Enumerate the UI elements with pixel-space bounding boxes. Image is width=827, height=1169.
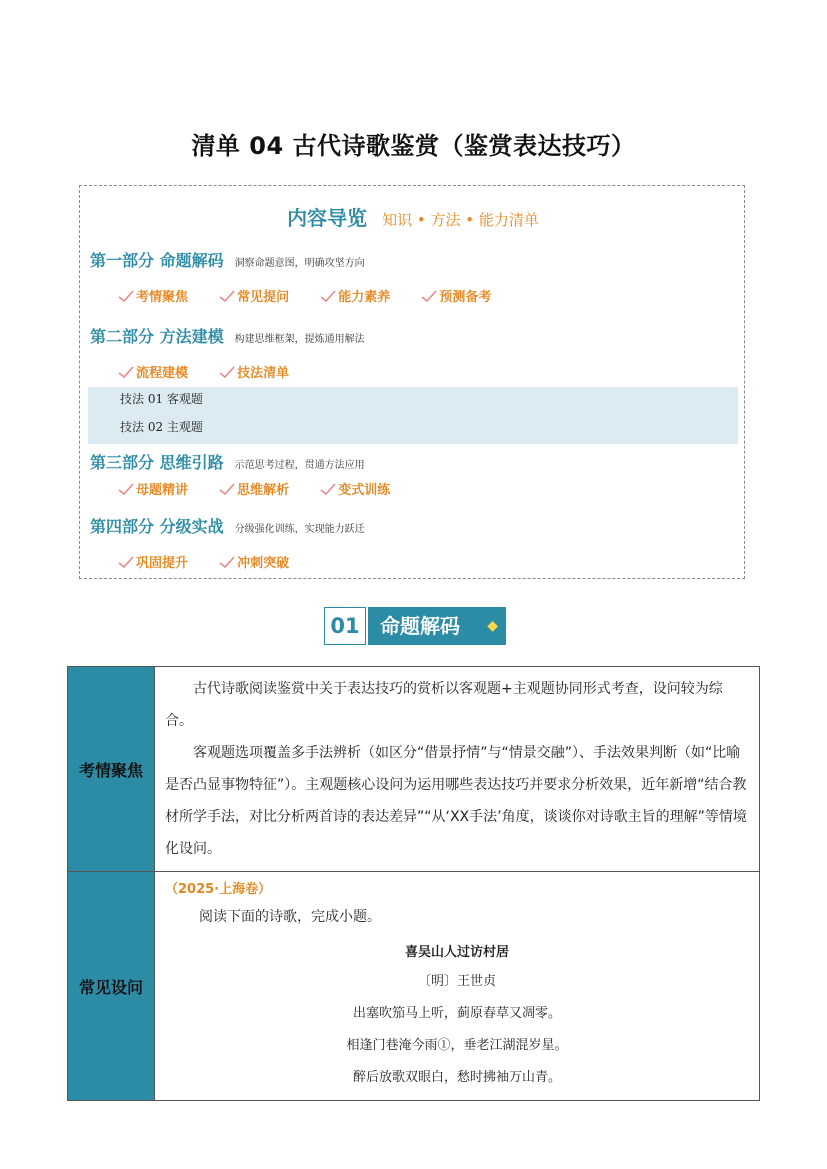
check-icon	[118, 366, 134, 379]
poem-title: 喜吴山人过访村居	[404, 945, 509, 960]
table-row	[68, 667, 760, 872]
part-4-items	[118, 552, 315, 571]
check-icon	[320, 483, 336, 496]
guide-header	[80, 202, 746, 231]
part-2-row	[90, 324, 365, 347]
check-icon	[118, 290, 134, 303]
checklist-item: 母题精讲	[118, 479, 188, 498]
part-4-label: 第四部分 分级实战	[90, 517, 224, 536]
instruction-text: 阅读下面的诗歌，完成小题。	[199, 909, 381, 925]
part-4-row	[90, 514, 365, 537]
checklist-item: 技法清单	[219, 362, 289, 381]
guide-subtitle: 知识 • 方法 • 能力清单	[382, 211, 539, 229]
part-2-label: 第二部分 方法建模	[90, 327, 224, 346]
technique-item: 技法 01 客观题	[120, 392, 203, 406]
checklist-item: 预测备考	[421, 286, 491, 305]
content-guide-box	[79, 185, 745, 579]
checklist-item: 巩固提升	[118, 552, 188, 571]
part-4-desc: 分级强化训练，实现能力跃迁	[234, 524, 365, 535]
guide-title: 内容导览	[287, 206, 368, 230]
poem-author: 〔明〕王世贞	[417, 974, 496, 989]
part-3-items	[118, 479, 416, 498]
diamond-icon: ◆	[487, 618, 498, 634]
poem-line: 相逢门巷淹今雨①，垂老江湖混岁星。	[346, 1038, 568, 1053]
technique-item: 技法 02 主观题	[120, 420, 203, 434]
check-icon	[219, 556, 235, 569]
row-body-focus	[155, 667, 760, 872]
checklist-item: 流程建模	[118, 362, 188, 381]
row-head-focus: 考情聚焦	[68, 667, 155, 872]
section-title: 命题解码 ◆	[368, 607, 506, 645]
part-1-row	[90, 248, 365, 271]
page-title: 清单 04 古代诗歌鉴赏（鉴赏表达技巧）	[191, 132, 636, 160]
checklist-item: 常见提问	[219, 286, 289, 305]
part-2-desc: 构建思维框架，提炼通用解法	[234, 334, 365, 345]
check-icon	[118, 556, 134, 569]
part-1-desc: 洞察命题意图，明确攻坚方向	[234, 258, 365, 269]
technique-list	[88, 387, 738, 444]
check-icon	[219, 290, 235, 303]
focus-paragraph: 古代诗歌阅读鉴赏中关于表达技巧的赏析以客观题+主观题协同形式考查，设问较为综合。	[165, 681, 723, 729]
row-body-questions	[155, 872, 760, 1101]
check-icon	[219, 483, 235, 496]
poem-line: 醉后放歌双眼白，愁时拂袖万山青。	[352, 1070, 561, 1085]
focus-paragraph: 客观题选项覆盖多手法辨析（如区分“借景抒情”与“情景交融”）、手法效果判断（如“比喻是否凸显事物特征”）。主观题核心设问为运用哪些表达技巧并要求分析效果，近年新增“结合教材所学手法，对比分析两首诗的表达差异”“从‘XX手法’角度，谈谈你对诗歌主旨的理解”等情境化设问。	[165, 745, 747, 857]
section-badge	[324, 607, 506, 645]
checklist-item: 能力素养	[320, 286, 390, 305]
exam-source: （2025·上海卷）	[165, 882, 272, 897]
check-icon	[219, 366, 235, 379]
row-head-questions: 常见设问	[68, 872, 155, 1101]
poem-line: 出塞吹笳马上听，蓟原春草又凋零。	[352, 1006, 561, 1021]
checklist-item: 考情聚焦	[118, 286, 188, 305]
checklist-item: 冲刺突破	[219, 552, 289, 571]
part-3-row	[90, 450, 365, 473]
checklist-item: 思维解析	[219, 479, 289, 498]
table-row	[68, 872, 760, 1101]
check-icon	[421, 290, 437, 303]
part-3-label: 第三部分 思维引路	[90, 453, 224, 472]
section-number: 01	[324, 607, 366, 645]
part-1-items	[118, 286, 517, 305]
part-3-desc: 示范思考过程，贯通方法应用	[234, 460, 365, 471]
check-icon	[118, 483, 134, 496]
part-1-label: 第一部分 命题解码	[90, 251, 224, 270]
check-icon	[320, 290, 336, 303]
checklist-item: 变式训练	[320, 479, 390, 498]
part-2-items	[118, 362, 315, 381]
info-table	[67, 666, 760, 1101]
